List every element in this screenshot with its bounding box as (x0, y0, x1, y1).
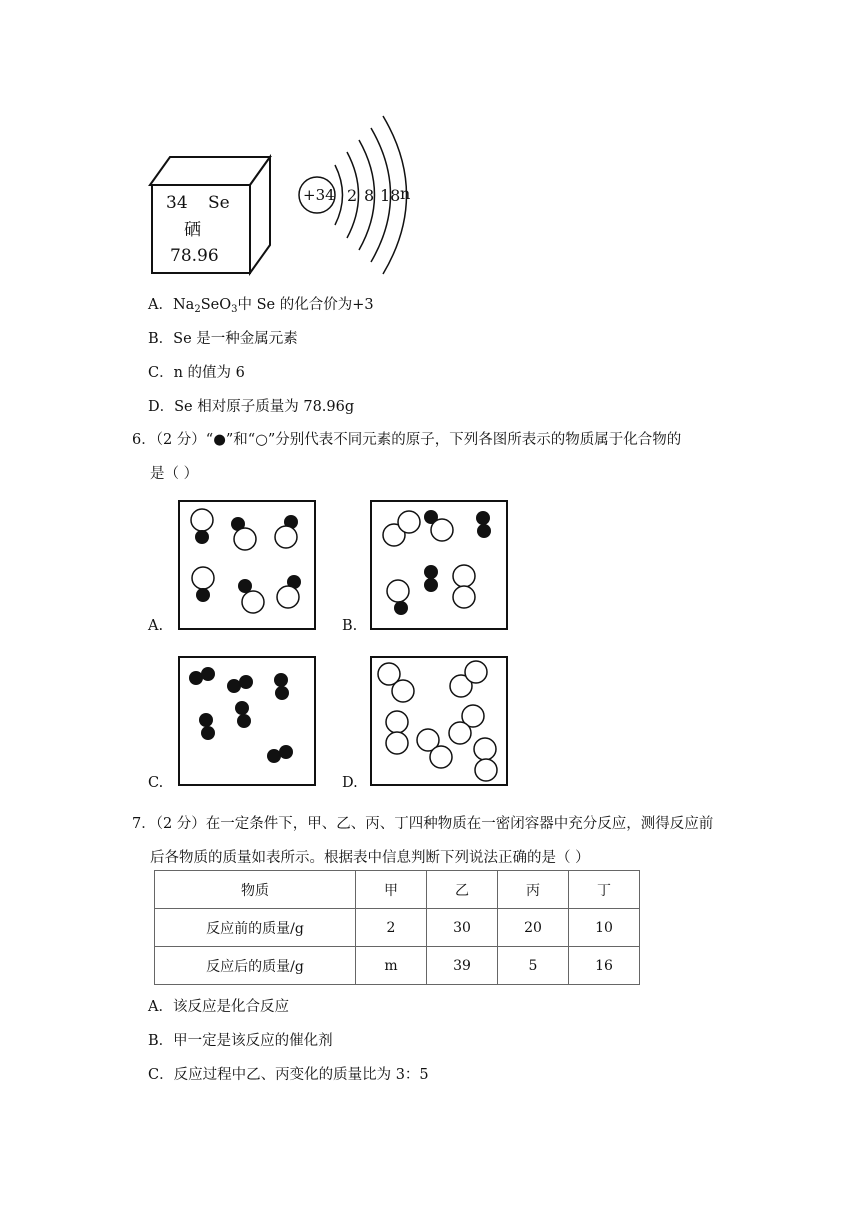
table-cell: 30 (427, 909, 498, 947)
table-cell: 39 (427, 947, 498, 985)
q5-option-b: B．Se 是一种金属元素 (148, 331, 298, 347)
table-cell: 反应后的质量/g (155, 947, 356, 985)
shell-3-count: 18 (380, 186, 401, 205)
shell-1-count: 2 (347, 186, 358, 205)
shell-4-count: n (400, 184, 411, 203)
table-cell: 反应前的质量/g (155, 909, 356, 947)
q5-option-c: C．n 的值为 6 (148, 365, 245, 381)
diagram-label-a: A. (148, 618, 164, 634)
q7-option-a: A．该反应是化合反应 (148, 999, 289, 1015)
table-cell: 5 (498, 947, 569, 985)
q5-option-d: D．Se 相对原子质量为 78.96g (148, 399, 355, 415)
diagram-d-molecules (370, 656, 508, 786)
diagram-label-b: B. (342, 618, 358, 634)
atomic-mass: 78.96 (170, 246, 219, 266)
table-header-row (155, 871, 640, 909)
diagram-c-molecules (178, 656, 316, 786)
table-header-cell: 甲 (356, 871, 427, 909)
q6-stem-line2: 是（ ） (150, 466, 199, 482)
table-cell: 16 (569, 947, 640, 985)
mass-table (154, 870, 640, 985)
table-row (155, 909, 640, 947)
element-symbol: Se (208, 193, 230, 213)
q6-stem-line1: 6．（2 分）“●”和“○”分别代表不同元素的原子，下列各图所表示的物质属于化合物的 (132, 432, 682, 448)
q7-stem-line2: 后各物质的质量如表所示。根据表中信息判断下列说法正确的是（ ） (150, 850, 590, 866)
nucleus-charge: +34 (303, 186, 335, 204)
shell-2-count: 8 (364, 186, 375, 205)
diagram-a-molecules (178, 500, 316, 630)
diagram-b-molecules (370, 500, 508, 630)
element-name: 硒 (184, 220, 201, 240)
table-header-cell: 乙 (427, 871, 498, 909)
q7-option-c: C．反应过程中乙、丙变化的质量比为 3：5 (148, 1067, 429, 1083)
table-cell: 10 (569, 909, 640, 947)
table-header-cell: 物质 (155, 871, 356, 909)
diagram-label-d: D. (342, 775, 358, 791)
q5-option-a: A．$Na_2SeO_3$中 Se 的化合价为+3 (148, 297, 374, 315)
table-cell: 2 (356, 909, 427, 947)
atomic-number: 34 (166, 193, 188, 213)
diagram-label-c: C. (148, 775, 164, 791)
table-cell: m (356, 947, 427, 985)
q7-stem-line1: 7．（2 分）在一定条件下，甲、乙、丙、丁四种物质在一密闭容器中充分反应，测得反应前 (132, 816, 714, 832)
table-header-cell: 丙 (498, 871, 569, 909)
table-row (155, 947, 640, 985)
table-cell: 20 (498, 909, 569, 947)
table-header-cell: 丁 (569, 871, 640, 909)
q7-option-b: B．甲一定是该反应的催化剂 (148, 1033, 333, 1049)
